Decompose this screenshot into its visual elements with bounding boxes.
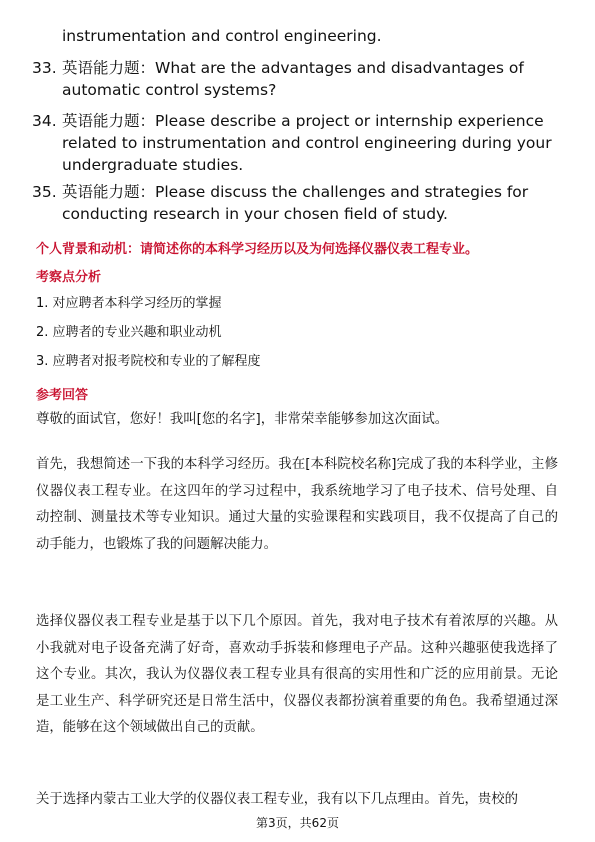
question-number: 34. — [32, 112, 57, 130]
analysis-title: 考察点分析 — [36, 270, 102, 285]
question-text: 英语能力题：Please describe a project or internship experience related to instrumentation and control engineering during your undergraduate studies. — [62, 112, 552, 174]
answer-paragraph: 首先，我想简述一下我的本科学习经历。我在[本科院校名称]完成了我的本科学业，主修仪器仪表工程专业。在这四年的学习过程中，我系统地学习了电子技术、信号处理、自动控制、测量技术等专业知识。通过大量的实验课程和实践项目，我不仅提高了自己的动手能力，也锻炼了我的问题解决能力。 — [36, 457, 558, 552]
question-text: 英语能力题：What are the advantages and disadvantages of automatic control systems? — [62, 59, 524, 99]
question-number: 33. — [32, 59, 57, 77]
analysis-item: 2. 应聘者的专业兴趣和职业动机 — [36, 325, 222, 340]
answer-paragraph: 尊敬的面试官，您好！我叫[您的名字]，非常荣幸能够参加这次面试。 — [36, 412, 449, 427]
analysis-item: 1. 对应聘者本科学习经历的掌握 — [36, 296, 222, 311]
answer-title: 参考回答 — [36, 388, 89, 403]
analysis-item: 3. 应聘者对报考院校和专业的了解程度 — [36, 354, 261, 369]
page-footer: 第3页，共62页 — [256, 816, 339, 830]
answer-paragraph: 关于选择内蒙古工业大学的仪器仪表工程专业，我有以下几点理由。首先，贵校的 — [36, 792, 519, 807]
question-continuation: instrumentation and control engineering. — [62, 27, 382, 45]
answer-paragraph: 选择仪器仪表工程专业是基于以下几个原因。首先，我对电子技术有着浓厚的兴趣。从小我就对电子设备充满了好奇，喜欢动手拆装和修理电子产品。这种兴趣驱使我选择了这个专业。其次，我认为仪器仪表工程专业具有很高的实用性和广泛的应用前景。无论是工业生产、科学研究还是日常生活中，仪器仪表都扮演着重要的角色。我希望通过深造，能够在这个领域做出自己的贡献。 — [36, 614, 558, 735]
section-heading: 个人背景和动机：请简述你的本科学习经历以及为何选择仪器仪表工程专业。 — [36, 242, 479, 257]
question-number: 35. — [32, 183, 57, 201]
question-text: 英语能力题：Please discuss the challenges and strategies for conducting research in your chosen field of study. — [62, 183, 529, 223]
